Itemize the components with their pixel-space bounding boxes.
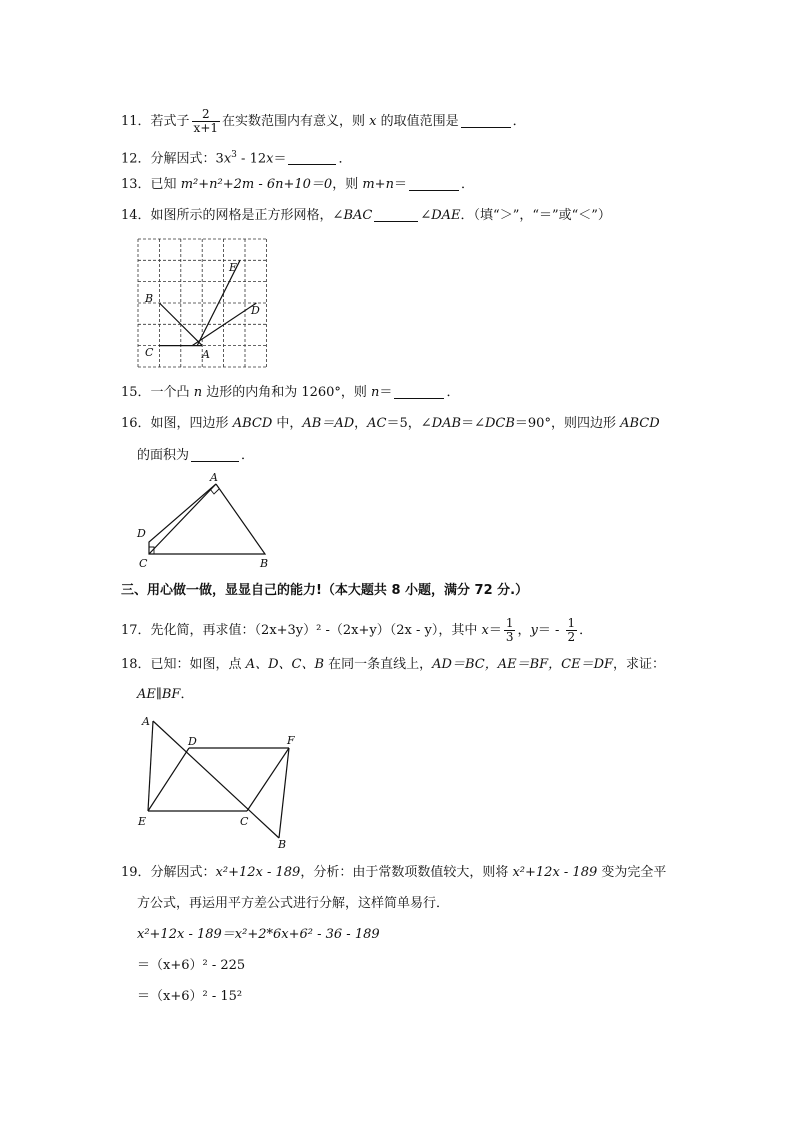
line-adcb (153, 721, 279, 838)
label-f: F (287, 734, 295, 747)
diagonal-ac (149, 484, 216, 554)
question-14: 14．如图所示的网格是正方形网格，∠BAC ∠DAE．（填“＞”，“＝”或“＜”） (121, 208, 611, 223)
answer-blank (394, 384, 444, 399)
label-d: D (137, 527, 146, 540)
fraction: $\frac{1}{3}$ (505, 616, 514, 644)
figure-16-quadrilateral (134, 471, 274, 569)
question-16: 16．如图，四边形 ABCD 中，AB＝AD，AC＝5，∠DAB＝∠DCB＝90°，则四边形 ABCD (121, 416, 660, 431)
section-3-heading: 三、用心做一做，显显自己的能力!（本大题共 8 小题，满分 72 分.） (121, 583, 529, 598)
question-11: 11．若式子 $\frac{2}{x+1}$ 在实数范围内有意义，则 x 的取值范围是 ． (121, 107, 526, 135)
label-b: B (260, 557, 269, 569)
question-19: 19．分解因式：x²+12x - 189，分析：由于常数项数值较大，则将 x²+12x - 189 变为完全平 (121, 865, 667, 880)
answer-blank (288, 150, 336, 165)
question-13: 13．已知 m²+n²+2m - 6n+10＝0，则 m+n＝ ． (121, 177, 474, 192)
label-c: C (145, 346, 154, 359)
label-c: C (139, 557, 148, 569)
question-12: 12．分解因式：$3x^3 - 12x=$ ． (121, 150, 352, 167)
fraction: $\frac{2}{x+1}$ (193, 107, 219, 135)
figure-18-parallel (133, 711, 313, 851)
label-b: B (145, 292, 154, 305)
label-a: A (202, 348, 210, 361)
answer-blank (409, 176, 459, 191)
label-e: E (138, 815, 147, 828)
answer-blank (374, 207, 418, 222)
question-19-cont: 方公式，再运用平方差公式进行分解，这样简单易行． (137, 896, 450, 911)
question-15: 15．一个凸 n 边形的内角和为 1260°，则 n＝ ． (121, 385, 460, 400)
q19-step-2: ＝（x+6）² - 225 (137, 958, 246, 973)
figure-14-grid (133, 234, 273, 369)
label-d: D (188, 735, 197, 748)
question-18-cont: AE∥BF． (137, 687, 194, 702)
label-d: D (251, 304, 260, 317)
question-18: 18．已知：如图，点 A、D、C、B 在同一条直线上，AD＝BC，AE＝BF，CE＝DF，求证： (121, 657, 666, 672)
label-a: A (142, 715, 150, 728)
question-17: 17．先化简，再求值：（2x+3y）² -（2x+y）（2x - y），其中 x＝ $\frac{1}{3}$ ，y＝ - $\frac{1}{2}$ ． (121, 616, 593, 644)
label-c: C (240, 815, 249, 828)
answer-blank (191, 447, 239, 462)
segment-ae (148, 721, 153, 811)
fraction: $\frac{1}{2}$ (567, 616, 576, 644)
label-b: B (278, 838, 287, 851)
label-e: E (229, 261, 238, 274)
question-16-cont: 的面积为 ． (137, 448, 255, 463)
segment-ed (148, 748, 189, 811)
label-a: A (210, 471, 218, 484)
q19-step-1: x²+12x - 189＝x²+2*6x+6² - 36 - 189 (137, 927, 380, 942)
q19-step-3: ＝（x+6）² - 15² (137, 989, 243, 1004)
answer-blank (461, 113, 511, 128)
